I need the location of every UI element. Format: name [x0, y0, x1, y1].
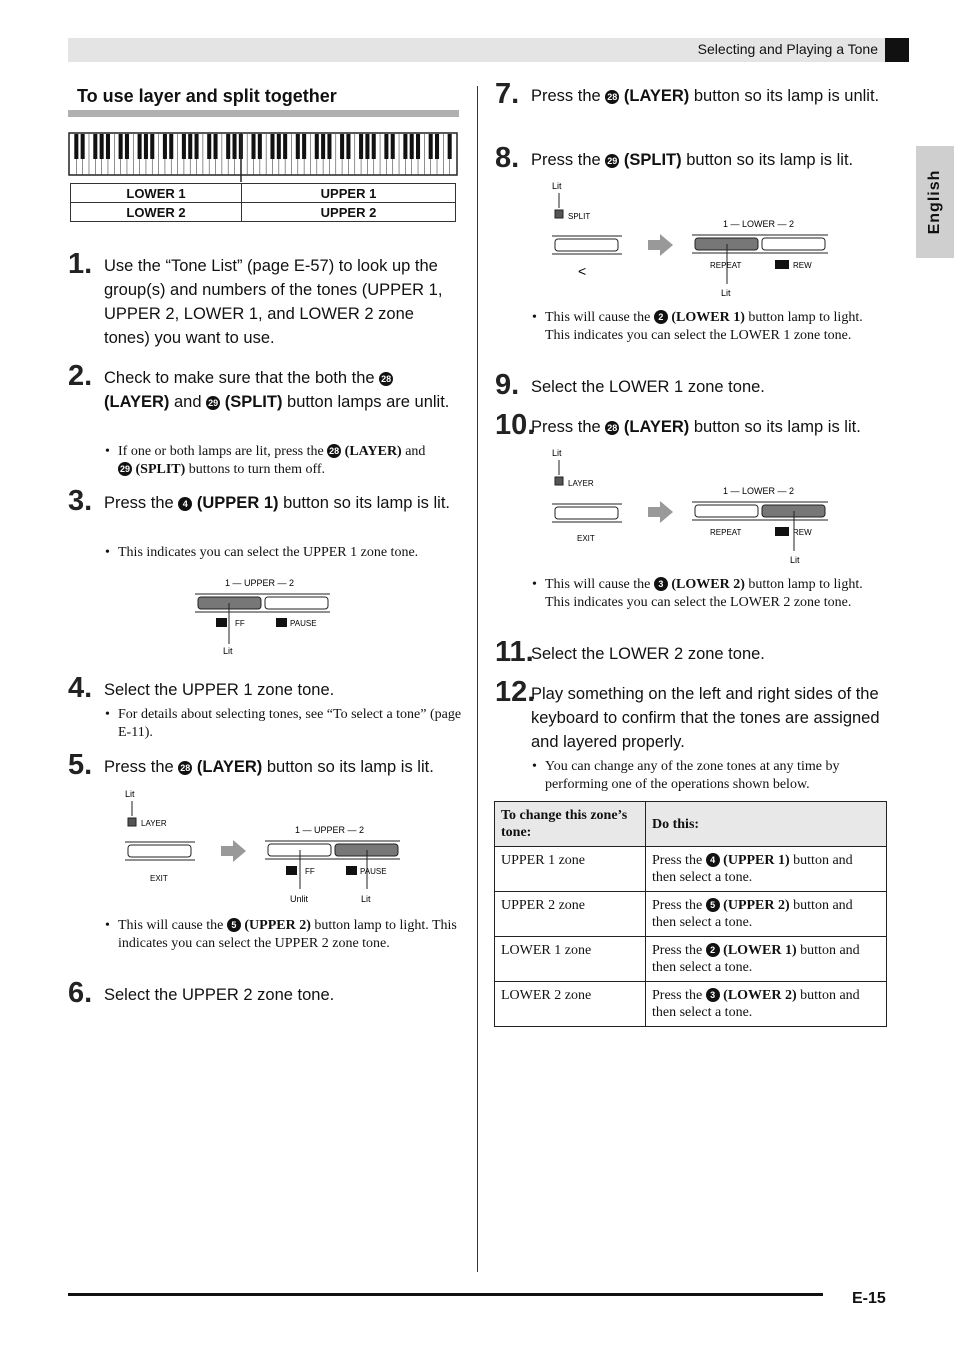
table-header-row [495, 802, 887, 847]
ff-label: FF [235, 619, 245, 628]
table-row [495, 982, 887, 1027]
header-block [885, 38, 909, 62]
step-note: • This indicates you can select the UPPER 1 zone tone. [118, 544, 463, 562]
step-note [118, 443, 463, 478]
step-number: 2. [68, 360, 93, 392]
instruction-cell [646, 892, 887, 937]
section-rule [68, 110, 459, 117]
rew-label: REW [793, 528, 812, 537]
button-number-badge: 29 [119, 463, 130, 474]
step-text-part: Press the [104, 494, 174, 512]
exit-label: EXIT [150, 874, 168, 883]
ff-label: FF [305, 867, 315, 876]
step-number: 9. [495, 369, 520, 401]
table-row [495, 937, 887, 982]
step-text-part: Press the [531, 87, 601, 105]
step-text [104, 755, 474, 779]
note-text: button lamp to light. This indicates you can select the UPPER 2 zone tone. [118, 918, 457, 951]
button-name: (LOWER 1) [671, 310, 745, 325]
table-row [495, 847, 887, 892]
column-divider [477, 86, 478, 1272]
black-key [283, 134, 287, 159]
step-text: Select the LOWER 1 zone tone. [531, 378, 765, 396]
arrow-right-icon [648, 501, 673, 523]
black-key [226, 134, 230, 159]
zone-table [70, 183, 456, 222]
button-name: (UPPER 1) [723, 853, 790, 868]
step-note [545, 309, 890, 344]
lit-label: Lit [790, 555, 800, 565]
black-key [416, 134, 420, 159]
black-key [346, 134, 350, 159]
upper2-button [265, 597, 328, 609]
black-key [372, 134, 376, 159]
zone-name-cell: LOWER 1 zone [495, 937, 646, 982]
step-note: • For details about selecting tones, see “To select a tone” (page E-11). [118, 706, 463, 741]
lit-label: Lit [721, 288, 731, 298]
button-name: (SPLIT) [224, 393, 283, 411]
pause-icon [346, 866, 357, 875]
black-key [93, 134, 97, 159]
arrow-right-icon [648, 234, 673, 256]
page-number: E-15 [852, 1290, 886, 1307]
lower2-button [762, 238, 825, 250]
step-text [104, 491, 464, 515]
lamp-icon [555, 210, 563, 218]
zone-range-label: 1 — UPPER — 2 [225, 578, 295, 588]
zone-cell: UPPER 2 [242, 203, 456, 222]
instruction-text: button and then select a tone. [652, 988, 860, 1020]
black-key [435, 134, 439, 159]
black-key [340, 134, 344, 159]
black-key [251, 134, 255, 159]
step-text: Use the “Tone List” (page E-57) to look up the group(s) and numbers of the tones (UPPER 1, UPPER 2, LOWER 1, and LOWER 2 zone tones) you want to use. [104, 257, 443, 347]
instruction-text: Press the [652, 943, 703, 958]
step-text-part: Press the [531, 151, 601, 169]
black-key [410, 134, 414, 159]
button-number-badge: 3 [706, 988, 720, 1002]
rew-label: REW [793, 261, 812, 270]
black-key [81, 134, 85, 159]
keyboard-illustration [68, 132, 460, 182]
black-key [195, 134, 199, 159]
black-key [125, 134, 129, 159]
button-name: (UPPER 1) [196, 494, 279, 512]
step-text-part: Press the [104, 758, 174, 776]
arrow-right-icon [221, 840, 246, 862]
lit-label: Lit [361, 894, 371, 904]
note-text: button lamp to light. This indicates you can select the LOWER 2 zone tone. [545, 577, 863, 610]
button-name: (LOWER 2) [671, 577, 745, 592]
button-number-badge: 29 [208, 398, 219, 408]
zone-range-label: 1 — LOWER — 2 [723, 219, 795, 229]
step-text-part: and [169, 393, 207, 411]
step-text: Play something on the left and right sides of the keyboard to confirm that the tones are assigned and layered properly. [531, 685, 880, 751]
note-text: This will cause the [545, 577, 651, 592]
zone-row [71, 184, 456, 203]
layer-lit-lower-diagram [545, 443, 845, 571]
button-name: (SPLIT) [135, 461, 186, 477]
black-key [302, 134, 306, 159]
zone-name-cell: UPPER 1 zone [495, 847, 646, 892]
table-header-cell: Do this: [646, 802, 887, 847]
layer-label: LAYER [141, 819, 167, 828]
button-name: (UPPER 2) [244, 918, 311, 933]
step-note [545, 576, 890, 611]
black-key [182, 134, 186, 159]
step-text-part: button so its lamp is unlit. [689, 87, 880, 105]
zone-cell: LOWER 2 [71, 203, 242, 222]
language-tab [916, 146, 954, 258]
ff-icon [216, 618, 227, 627]
black-key [163, 134, 167, 159]
step-text-part: button so its lamp is lit. [262, 758, 434, 776]
zone-cell: UPPER 1 [242, 184, 456, 203]
black-key [169, 134, 173, 159]
black-key [144, 134, 148, 159]
split-button [555, 239, 618, 251]
upper1-lit-diagram [190, 572, 340, 662]
instruction-cell [646, 937, 887, 982]
table-row [495, 892, 887, 937]
black-key [207, 134, 211, 159]
button-name: (LAYER) [344, 444, 402, 459]
zone-cell: LOWER 1 [71, 184, 242, 203]
step-number: 6. [68, 977, 93, 1009]
ff-icon [286, 866, 297, 875]
exit-label: EXIT [577, 534, 595, 543]
button-name: (LAYER) [623, 418, 690, 436]
instruction-cell [646, 982, 887, 1027]
black-key [270, 134, 274, 159]
split-lit-diagram [545, 176, 845, 304]
step-text [104, 366, 464, 414]
lamp-icon [555, 477, 563, 485]
instruction-text: button and then select a tone. [652, 943, 860, 975]
language-tab-label: English [926, 169, 943, 235]
button-name: (LOWER 1) [723, 943, 797, 958]
black-key [150, 134, 154, 159]
button-number-badge: 5 [706, 898, 720, 912]
operations-table [494, 801, 887, 1027]
note-text: and [401, 444, 426, 459]
split-label: SPLIT [568, 212, 591, 221]
layer-lit-diagram [118, 784, 418, 909]
less-than-glyph: < [578, 263, 587, 279]
button-number-badge: 4 [706, 853, 720, 867]
button-number-badge: 28 [607, 92, 618, 102]
step-text-part: Check to make sure that the both the [104, 369, 375, 387]
note-text: buttons to turn them off. [185, 461, 326, 477]
black-key [448, 134, 452, 159]
lit-label: Lit [552, 181, 562, 191]
black-key [119, 134, 123, 159]
zone-row [71, 203, 456, 222]
step-text: Select the UPPER 1 zone tone. [104, 681, 335, 699]
button-number-badge: 28 [329, 446, 340, 456]
step-text-part: button lamps are unlit. [282, 393, 450, 411]
step-text [531, 415, 901, 439]
button-number-badge: 28 [180, 763, 191, 773]
instruction-text: Press the [652, 853, 703, 868]
step-text: Select the LOWER 2 zone tone. [531, 645, 765, 663]
instruction-cell [646, 847, 887, 892]
black-key [384, 134, 388, 159]
button-number-badge: 28 [381, 374, 392, 384]
step-text-part: button so its lamp is lit. [689, 418, 861, 436]
lit-label: Lit [223, 646, 233, 656]
layer-button [128, 845, 191, 857]
step-text-part: Press the [531, 418, 601, 436]
step-number: 5. [68, 749, 93, 781]
button-number-badge: 2 [706, 943, 720, 957]
button-name: (LAYER) [623, 87, 690, 105]
black-key [359, 134, 363, 159]
button-name: (LOWER 2) [723, 988, 797, 1003]
step-number: 11. [495, 636, 534, 668]
step-text [531, 84, 891, 108]
step-text [531, 148, 901, 172]
footer-rule [68, 1293, 823, 1296]
button-number-badge: 5 [227, 918, 241, 932]
step-number: 1. [68, 248, 93, 280]
step-number: 7. [495, 78, 520, 110]
black-key [138, 134, 142, 159]
black-key [321, 134, 325, 159]
zone-name-cell: LOWER 2 zone [495, 982, 646, 1027]
zone-range-label: 1 — UPPER — 2 [295, 825, 365, 835]
step-number: 3. [68, 485, 93, 517]
note-text: If one or both lamps are lit, press the [118, 444, 324, 459]
black-key [232, 134, 236, 159]
step-text: Select the UPPER 2 zone tone. [104, 986, 335, 1004]
step-note: • You can change any of the zone tones at any time by performing one of the operations shown below. [545, 758, 890, 793]
step-number: 4. [68, 672, 93, 704]
instruction-text: Press the [652, 988, 703, 1003]
black-key [403, 134, 407, 159]
lit-label: Lit [552, 448, 562, 458]
black-key [74, 134, 78, 159]
note-text: button lamp to light. This indicates you can select the LOWER 1 zone tone. [545, 310, 863, 343]
black-key [188, 134, 192, 159]
lamp-icon [128, 818, 136, 826]
instruction-text: Press the [652, 898, 703, 913]
button-number-badge: 29 [607, 156, 618, 166]
instruction-text: button and then select a tone. [652, 898, 853, 930]
lit-label: Lit [125, 789, 135, 799]
black-key [391, 134, 395, 159]
black-key [296, 134, 300, 159]
step-number: 8. [495, 142, 520, 174]
black-key [365, 134, 369, 159]
lower1-button [695, 505, 758, 517]
instruction-text: button and then select a tone. [652, 853, 853, 885]
pause-icon [276, 618, 287, 627]
rew-icon [775, 260, 789, 269]
button-number-badge: 4 [178, 497, 192, 511]
black-key [100, 134, 104, 159]
button-name: (LAYER) [104, 393, 170, 411]
repeat-label: REPEAT [710, 261, 742, 270]
black-key [429, 134, 433, 159]
button-number-badge: 3 [654, 577, 668, 591]
step-number: 10. [495, 409, 536, 441]
header-title: Selecting and Playing a Tone [697, 41, 878, 57]
black-key [214, 134, 218, 159]
black-key [327, 134, 331, 159]
zone-name-cell: UPPER 2 zone [495, 892, 646, 937]
zone-range-label: 1 — LOWER — 2 [723, 486, 795, 496]
layer-label: LAYER [568, 479, 594, 488]
button-name: (SPLIT) [623, 151, 682, 169]
rew-icon [775, 527, 789, 536]
step-text-part: button so its lamp is lit. [681, 151, 854, 169]
pause-label: PAUSE [360, 867, 387, 876]
black-key [277, 134, 281, 159]
repeat-label: REPEAT [710, 528, 742, 537]
step-number: 12. [495, 676, 536, 708]
black-key [258, 134, 262, 159]
button-number-badge: 2 [654, 310, 668, 324]
unlit-label: Unlit [290, 894, 309, 904]
pause-label: PAUSE [290, 619, 317, 628]
black-key [315, 134, 319, 159]
note-text: This will cause the [118, 918, 224, 933]
section-title: To use layer and split together [77, 86, 337, 106]
step-text-part: button so its lamp is lit. [278, 494, 450, 512]
button-number-badge: 28 [607, 423, 618, 433]
step-note [118, 917, 463, 952]
button-name: (UPPER 2) [723, 898, 790, 913]
layer-button [555, 507, 618, 519]
black-key [106, 134, 110, 159]
note-text: This will cause the [545, 310, 651, 325]
button-name: (LAYER) [196, 758, 263, 776]
table-header-cell: To change this zone’s tone: [495, 802, 646, 847]
